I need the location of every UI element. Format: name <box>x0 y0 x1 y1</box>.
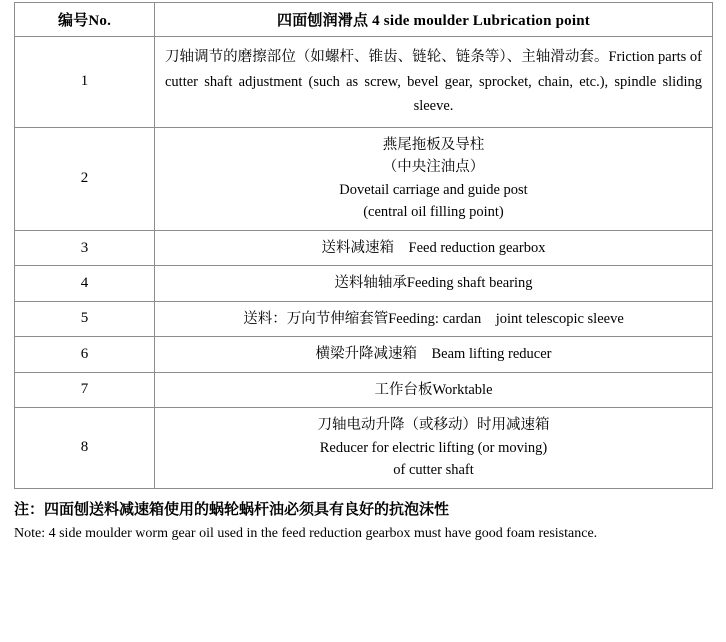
row-number: 6 <box>15 337 155 372</box>
table-row <box>15 127 713 230</box>
row-text-line: 燕尾拖板及导柱 <box>382 136 485 153</box>
lubrication-point-table <box>14 2 713 489</box>
table-row <box>15 372 713 407</box>
row-number: 5 <box>15 301 155 336</box>
table-header <box>15 3 713 37</box>
row-text-line: （中央注油点） <box>382 159 485 176</box>
table-row <box>15 337 713 372</box>
table-header-row <box>15 3 713 37</box>
row-lubrication-point <box>155 408 713 488</box>
row-text-line: 送料轴轴承Feeding shaft bearing <box>334 275 533 292</box>
row-lubrication-point <box>155 230 713 265</box>
row-lubrication-point <box>155 301 713 336</box>
row-text-line: Reducer for electric lifting (or moving) <box>319 439 548 456</box>
note-chinese: 注：四面刨送料减速箱使用的蜗轮蜗杆油必须具有良好的抗泡沫性 <box>14 501 450 518</box>
column-header-no: 编号No. <box>15 3 155 37</box>
row-text-line: 工作台板Worktable <box>374 381 493 398</box>
table-row <box>15 301 713 336</box>
row-number: 1 <box>15 37 155 128</box>
table-body <box>15 37 713 489</box>
note-english: Note: 4 side moulder worm gear oil used in the feed reduction gearbox must have good foam resistance. <box>14 526 598 542</box>
row-lubrication-point <box>155 127 713 230</box>
row-lubrication-point <box>155 337 713 372</box>
row-number: 7 <box>15 372 155 407</box>
row-text-line: 横梁升降减速箱 Beam lifting reducer <box>315 346 552 363</box>
column-header-lubrication-point: 四面刨润滑点 4 side moulder Lubrication point <box>155 3 713 37</box>
row-lubrication-point <box>155 266 713 301</box>
row-text-line: 刀轴电动升降（或移动）时用减速箱 <box>317 417 550 434</box>
note-block <box>14 499 712 545</box>
row-text-line: 刀轴调节的磨擦部位（如螺杆、锥齿、链轮、链条等）、主轴滑动套。Friction parts of cutter shaft adjustment (such as screw, bevel gear, sprocket, chain, etc.), spindle sliding sleeve. <box>165 49 702 115</box>
row-text-line: 送料：万向节伸缩套管Feeding: cardan joint telescopic sleeve <box>243 310 624 327</box>
row-lubrication-point <box>155 37 713 128</box>
row-number: 2 <box>15 127 155 230</box>
row-lubrication-point <box>155 372 713 407</box>
row-number: 3 <box>15 230 155 265</box>
table-row <box>15 266 713 301</box>
row-number: 8 <box>15 408 155 488</box>
table-row <box>15 408 713 488</box>
row-text-line: 送料减速箱 Feed reduction gearbox <box>321 239 546 256</box>
row-text-line: Dovetail carriage and guide post <box>339 181 528 198</box>
document-page <box>0 2 726 642</box>
table-row <box>15 230 713 265</box>
row-text-line: (central oil filling point) <box>363 204 504 221</box>
table-row <box>15 37 713 128</box>
row-number: 4 <box>15 266 155 301</box>
row-text-line: of cutter shaft <box>393 462 474 479</box>
